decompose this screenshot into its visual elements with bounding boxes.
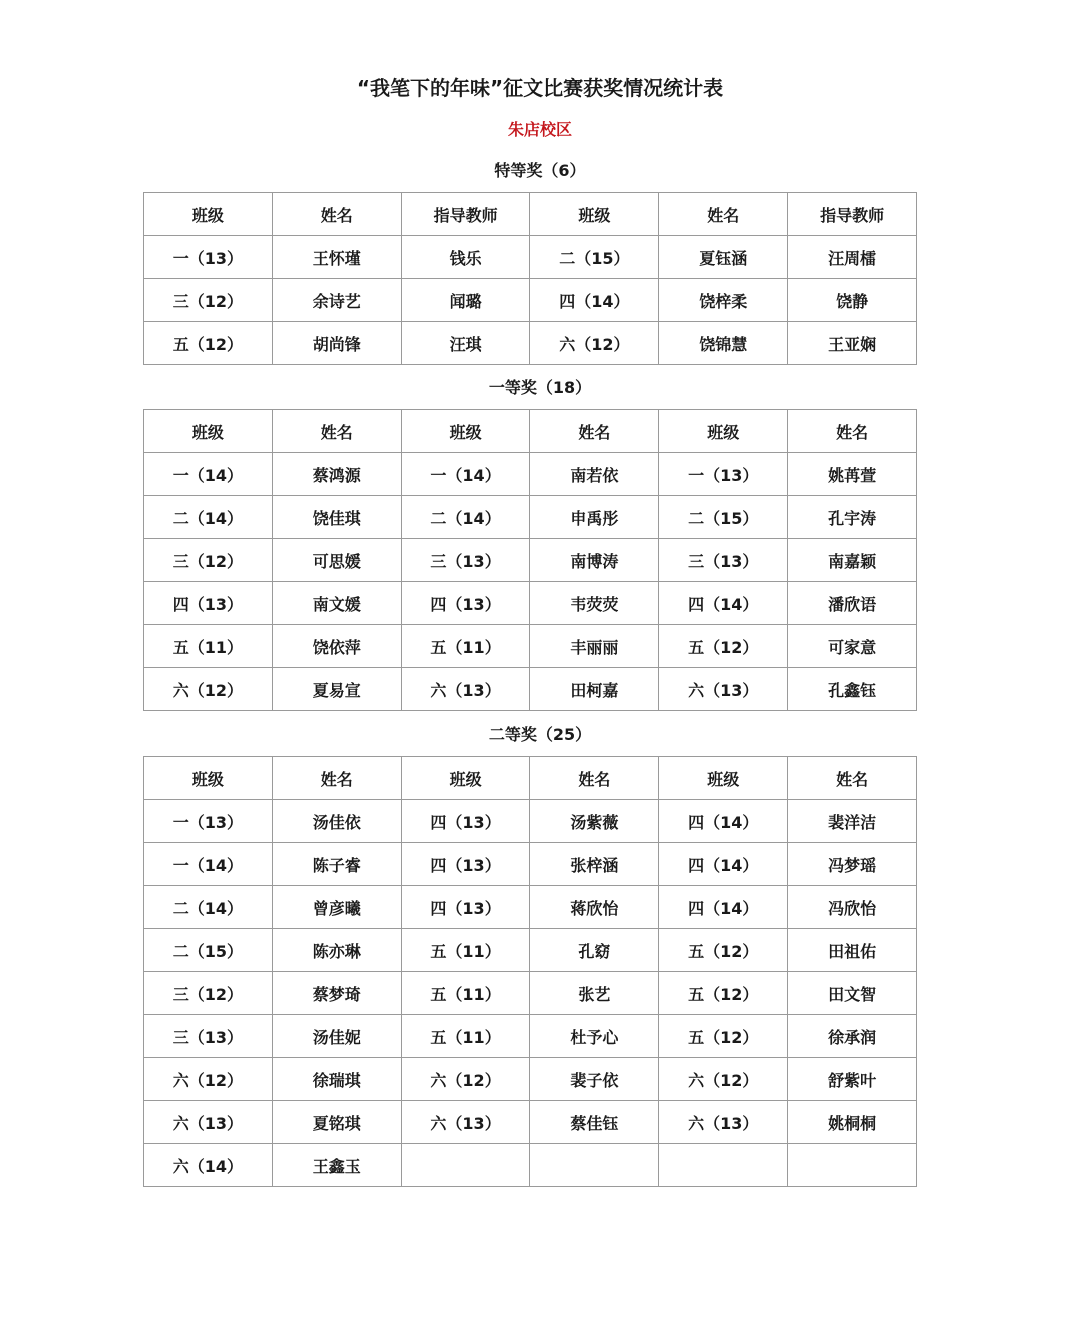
- table-cell: 可思媛: [272, 539, 401, 582]
- table-cell: 六（13）: [401, 668, 530, 711]
- column-header: 姓名: [659, 193, 788, 236]
- table-cell: 四（14）: [659, 582, 788, 625]
- table-cell: 一（13）: [144, 800, 273, 843]
- table-cell: [659, 1144, 788, 1187]
- table-cell: 五（12）: [659, 929, 788, 972]
- table-cell: 四（13）: [401, 800, 530, 843]
- column-header: 姓名: [788, 410, 917, 453]
- table-cell: 六（13）: [659, 668, 788, 711]
- table-row: [144, 279, 917, 322]
- table-cell: 裴洋洁: [788, 800, 917, 843]
- table-cell: 南文媛: [272, 582, 401, 625]
- table-cell: 张艺: [530, 972, 659, 1015]
- table-cell: 六（14）: [144, 1144, 273, 1187]
- table-cell: 潘欣语: [788, 582, 917, 625]
- table-cell: 饶锦慧: [659, 322, 788, 365]
- table-cell: 姚苒萱: [788, 453, 917, 496]
- table-cell: 冯梦瑶: [788, 843, 917, 886]
- table-cell: 孔宇涛: [788, 496, 917, 539]
- table-cell: 汪琪: [401, 322, 530, 365]
- table-cell: 南嘉颖: [788, 539, 917, 582]
- table-cell: 孔窈: [530, 929, 659, 972]
- table-cell: 五（12）: [659, 1015, 788, 1058]
- table-cell: 四（14）: [659, 886, 788, 929]
- table-cell: 汤紫薇: [530, 800, 659, 843]
- table-cell: 五（12）: [659, 625, 788, 668]
- table-row: [144, 453, 917, 496]
- table-cell: 五（11）: [401, 1015, 530, 1058]
- table-cell: 四（14）: [530, 279, 659, 322]
- table-cell: [530, 1144, 659, 1187]
- table-cell: 五（11）: [401, 625, 530, 668]
- table-cell: 田文智: [788, 972, 917, 1015]
- page-title: “我笔下的年味”征文比赛获奖情况统计表: [356, 76, 724, 100]
- table-cell: 五（11）: [401, 929, 530, 972]
- column-header: 姓名: [272, 410, 401, 453]
- table-cell: 六（13）: [659, 1101, 788, 1144]
- table-cell: 饶梓柔: [659, 279, 788, 322]
- table-cell: 汤佳依: [272, 800, 401, 843]
- table-cell: 冯欣怡: [788, 886, 917, 929]
- table-cell: 一（13）: [659, 453, 788, 496]
- table-row: [144, 322, 917, 365]
- table-cell: 二（15）: [144, 929, 273, 972]
- table-cell: 田柯嘉: [530, 668, 659, 711]
- table-row: [144, 886, 917, 929]
- table-header-row: [144, 193, 917, 236]
- table-cell: 五（11）: [401, 972, 530, 1015]
- table-row: [144, 539, 917, 582]
- special-award-table: [143, 192, 917, 365]
- table-cell: 六（12）: [659, 1058, 788, 1101]
- table-cell: 饶佳琪: [272, 496, 401, 539]
- table-cell: 钱乐: [401, 236, 530, 279]
- table-row: [144, 1101, 917, 1144]
- table-cell: 四（13）: [401, 843, 530, 886]
- table-cell: 陈亦琳: [272, 929, 401, 972]
- column-header: 姓名: [788, 757, 917, 800]
- column-header: 班级: [659, 757, 788, 800]
- column-header: 姓名: [530, 410, 659, 453]
- column-header: 指导教师: [401, 193, 530, 236]
- table-cell: 汪周檑: [788, 236, 917, 279]
- table-cell: 张梓涵: [530, 843, 659, 886]
- table-cell: 夏钰涵: [659, 236, 788, 279]
- table-header-row: [144, 410, 917, 453]
- table-cell: 夏易宣: [272, 668, 401, 711]
- table-cell: 申禹彤: [530, 496, 659, 539]
- table-cell: 三（12）: [144, 279, 273, 322]
- table-row: [144, 929, 917, 972]
- table-cell: 田祖佑: [788, 929, 917, 972]
- table-cell: 王怀瑾: [272, 236, 401, 279]
- table-cell: 丰丽丽: [530, 625, 659, 668]
- table-cell: 五（12）: [144, 322, 273, 365]
- table-cell: 南博涛: [530, 539, 659, 582]
- table-cell: 六（12）: [144, 668, 273, 711]
- table-header-row: [144, 757, 917, 800]
- table-cell: 王亚娴: [788, 322, 917, 365]
- special-award-heading: 特等奖（6）: [494, 161, 586, 180]
- table-cell: 徐承润: [788, 1015, 917, 1058]
- table-cell: 二（14）: [144, 886, 273, 929]
- table-cell: 姚桐桐: [788, 1101, 917, 1144]
- campus-subtitle: 朱店校区: [507, 120, 572, 139]
- table-cell: 饶依萍: [272, 625, 401, 668]
- table-cell: [788, 1144, 917, 1187]
- table-cell: [401, 1144, 530, 1187]
- table-cell: 一（13）: [144, 236, 273, 279]
- table-cell: 六（12）: [144, 1058, 273, 1101]
- table-row: [144, 668, 917, 711]
- table-cell: 四（13）: [401, 582, 530, 625]
- table-cell: 蔡梦琦: [272, 972, 401, 1015]
- table-cell: 六（13）: [144, 1101, 273, 1144]
- table-row: [144, 843, 917, 886]
- table-cell: 一（14）: [401, 453, 530, 496]
- table-cell: 舒紫叶: [788, 1058, 917, 1101]
- table-cell: 五（12）: [659, 972, 788, 1015]
- first-award-heading: 一等奖（18）: [488, 378, 592, 397]
- table-cell: 四（13）: [144, 582, 273, 625]
- table-cell: 三（13）: [659, 539, 788, 582]
- table-cell: 四（14）: [659, 843, 788, 886]
- table-row: [144, 236, 917, 279]
- table-cell: 陈子睿: [272, 843, 401, 886]
- table-cell: 蔡佳钰: [530, 1101, 659, 1144]
- table-cell: 三（12）: [144, 972, 273, 1015]
- table-cell: 二（15）: [530, 236, 659, 279]
- table-row: [144, 1058, 917, 1101]
- table-cell: 一（14）: [144, 453, 273, 496]
- column-header: 姓名: [272, 757, 401, 800]
- table-cell: 汤佳妮: [272, 1015, 401, 1058]
- table-cell: 六（12）: [401, 1058, 530, 1101]
- table-cell: 三（13）: [401, 539, 530, 582]
- table-cell: 闻璐: [401, 279, 530, 322]
- table-row: [144, 1015, 917, 1058]
- table-cell: 裴子依: [530, 1058, 659, 1101]
- table-cell: 南若依: [530, 453, 659, 496]
- table-cell: 四（13）: [401, 886, 530, 929]
- first-award-table: [143, 409, 917, 711]
- table-cell: 二（14）: [144, 496, 273, 539]
- table-cell: 可家意: [788, 625, 917, 668]
- column-header: 班级: [530, 193, 659, 236]
- table-cell: 六（13）: [401, 1101, 530, 1144]
- column-header: 班级: [144, 410, 273, 453]
- table-cell: 杜予心: [530, 1015, 659, 1058]
- table-cell: 韦荧荧: [530, 582, 659, 625]
- table-cell: 徐瑞琪: [272, 1058, 401, 1101]
- table-cell: 六（12）: [530, 322, 659, 365]
- table-cell: 胡尚锋: [272, 322, 401, 365]
- table-cell: 饶静: [788, 279, 917, 322]
- table-row: [144, 582, 917, 625]
- column-header: 班级: [144, 193, 273, 236]
- column-header: 班级: [144, 757, 273, 800]
- column-header: 指导教师: [788, 193, 917, 236]
- column-header: 班级: [401, 757, 530, 800]
- table-cell: 曾彦曦: [272, 886, 401, 929]
- table-cell: 王鑫玉: [272, 1144, 401, 1187]
- table-cell: 蔡鸿源: [272, 453, 401, 496]
- table-cell: 二（14）: [401, 496, 530, 539]
- table-cell: 蒋欣怡: [530, 886, 659, 929]
- second-award-heading: 二等奖（25）: [488, 725, 592, 744]
- column-header: 班级: [401, 410, 530, 453]
- table-cell: 二（15）: [659, 496, 788, 539]
- table-cell: 一（14）: [144, 843, 273, 886]
- table-cell: 五（11）: [144, 625, 273, 668]
- table-cell: 孔鑫钰: [788, 668, 917, 711]
- table-cell: 夏铭琪: [272, 1101, 401, 1144]
- table-cell: 三（12）: [144, 539, 273, 582]
- column-header: 姓名: [272, 193, 401, 236]
- second-award-table: [143, 756, 917, 1187]
- table-row: [144, 625, 917, 668]
- column-header: 姓名: [530, 757, 659, 800]
- table-cell: 四（14）: [659, 800, 788, 843]
- table-row: [144, 800, 917, 843]
- column-header: 班级: [659, 410, 788, 453]
- table-cell: 三（13）: [144, 1015, 273, 1058]
- table-row: [144, 496, 917, 539]
- table-row: [144, 1144, 917, 1187]
- table-cell: 余诗艺: [272, 279, 401, 322]
- table-row: [144, 972, 917, 1015]
